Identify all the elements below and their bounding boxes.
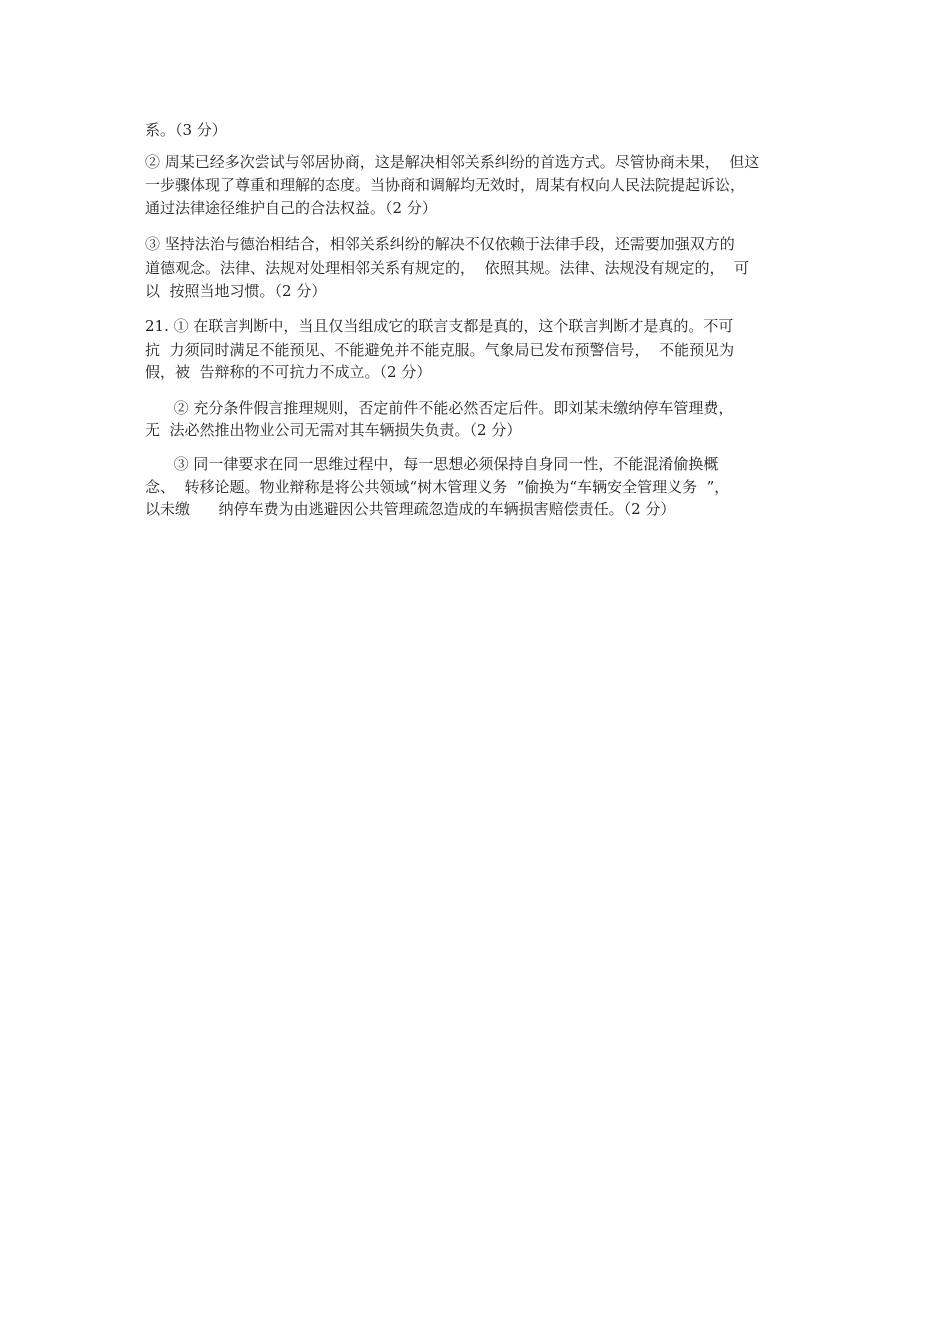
text-line: 一步骤体现了尊重和理解的态度。当协商和调解均无效时，周某有权向人民法院提起诉讼， xyxy=(145,176,746,194)
text-line: 道德观念。法律、法规对处理相邻关系有规定的， 依照其规。法律、法规没有规定的， 可 xyxy=(145,259,750,277)
text-line: ③ 坚持法治与德治相结合，相邻关系纠纷的解决不仅依赖于法律手段，还需要加强双方的 xyxy=(145,235,735,253)
text-line: 通过法律途径维护自己的合法权益。（2 分） xyxy=(145,199,437,217)
text-line: 21. ① 在联言判断中，当且仅当组成它的联言支都是真的，这个联言判断才是真的。不可 xyxy=(145,317,734,335)
text-line: 无 法必然推出物业公司无需对其车辆损失负责。（2 分） xyxy=(145,421,522,439)
text-line: 系。（3 分） xyxy=(145,121,227,139)
text-line: ③ 同一律要求在同一思维过程中，每一思想必须保持自身同一性，不能混淆偷换概 xyxy=(145,455,719,473)
text-line: 以未缴 纳停车费为由逃避因公共管理疏忽造成的车辆损害赔偿责任。（2 分） xyxy=(145,500,676,518)
text-line: 抗 力须同时满足不能预见、不能避免并不能克服。气象局已发布预警信号， 不能预见为 xyxy=(145,341,735,359)
text-line: ② 周某已经多次尝试与邻居协商，这是解决相邻关系纠纷的首选方式。尽管协商未果， 但这 xyxy=(145,153,760,171)
text-line: 假，被 告辩称的不可抗力不成立。（2 分） xyxy=(145,363,432,381)
text-line: ② 充分条件假言推理规则，否定前件不能必然否定后件。即刘某未缴纳停车管理费， xyxy=(145,399,734,417)
text-line: 念、 转移论题。物业辩称是将公共领域“树木管理义务 ”偷换为“车辆安全管理义务 ”， xyxy=(145,478,730,496)
text-line: 以 按照当地习惯。（2 分） xyxy=(145,282,327,300)
